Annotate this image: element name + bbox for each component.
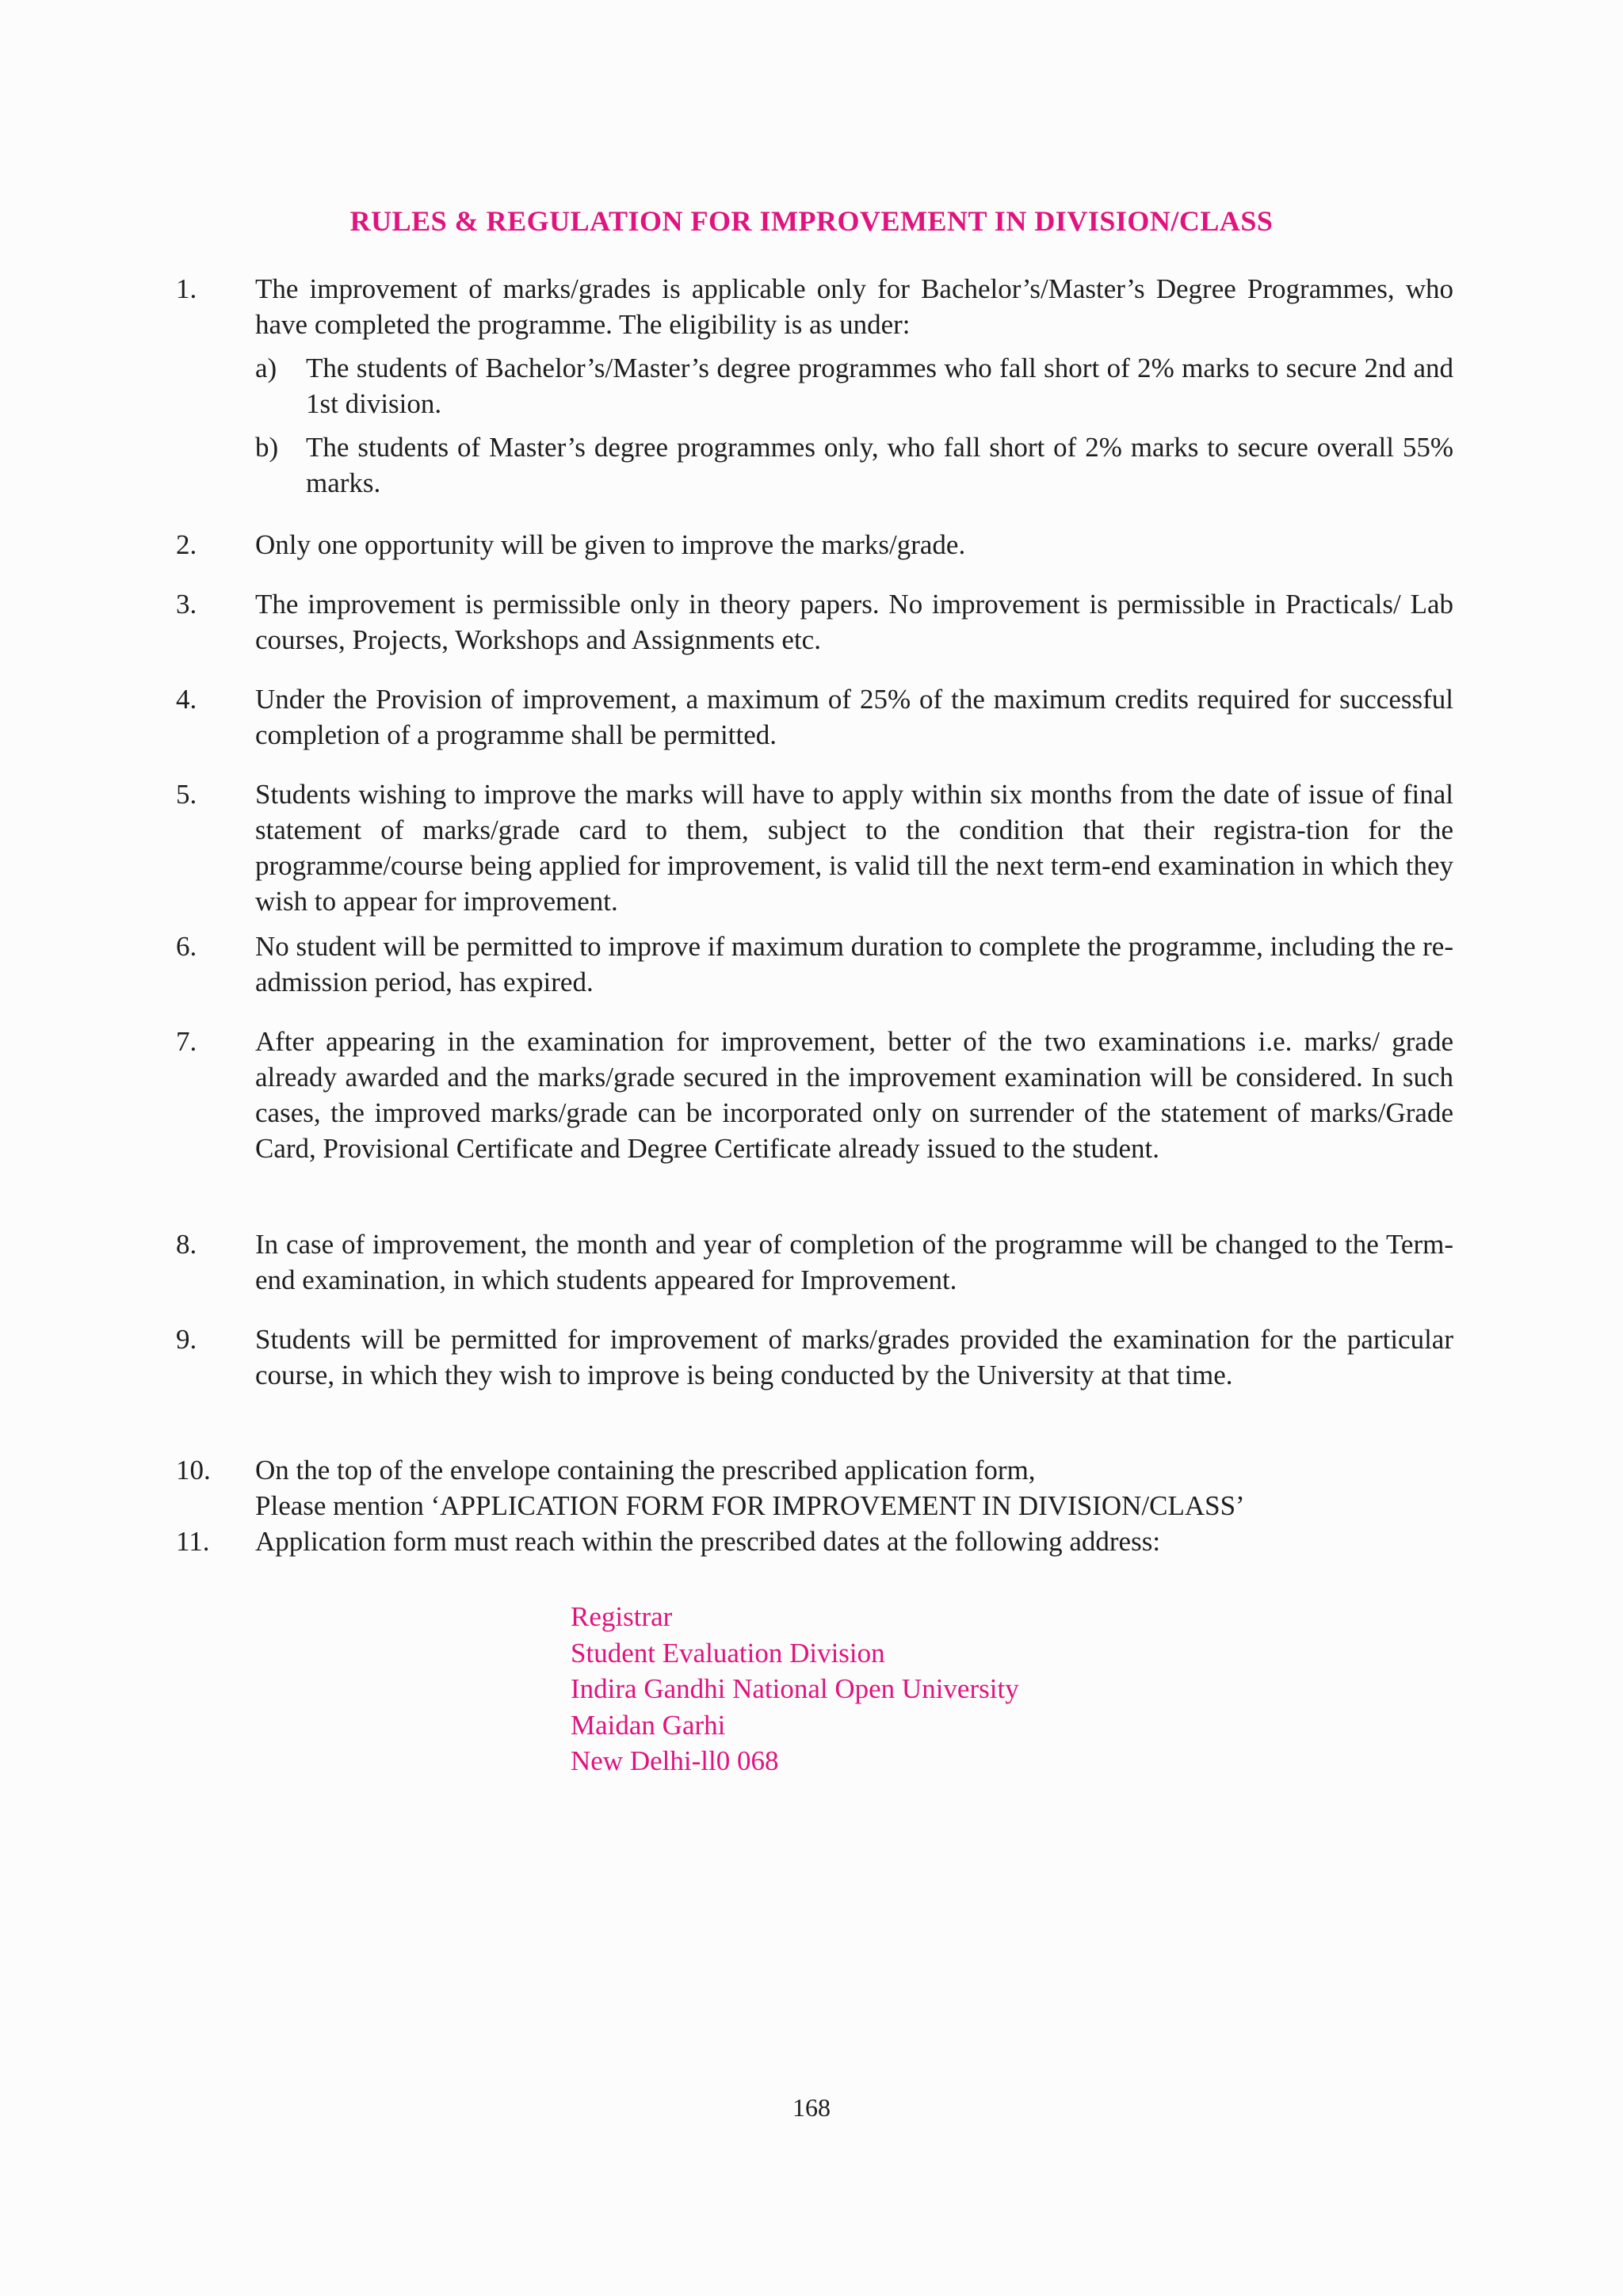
rule-number: 9. (176, 1324, 197, 1355)
address-line: Registrar (571, 1601, 673, 1632)
address-line: Maidan Garhi (571, 1709, 726, 1741)
rule-number: 4. (176, 684, 197, 715)
rule-number: 5. (176, 779, 197, 810)
rule-number: 2. (176, 529, 197, 560)
rule-number: 7. (176, 1026, 197, 1057)
address-line: Student Evaluation Division (571, 1637, 885, 1669)
address-line: Indira Gandhi National Open University (571, 1673, 1019, 1704)
rule-text-line-2: Please mention ‘APPLICATION FORM FOR IMPROVEMENT IN DIVISION/CLASS’ (255, 1490, 1245, 1521)
rule-text: Only one opportunity will be given to improve the marks/grade. (255, 529, 966, 560)
subitem-text: The students of Bachelor’s/Master’s degree programmes who fall short of 2% marks to secure 2nd and 1st division. (306, 353, 1453, 419)
rule-text: Students wishing to improve the marks will have to apply within six months from the date of issue of final statement of marks/grade card to them, subject to the condition that their registra-tion for the programme/course being applied for improvement, is valid till the next term-end examination in which they wish to appear for improvement. (255, 779, 1453, 917)
subitem-label: a) (255, 353, 277, 383)
rule-text-block (255, 1452, 1453, 1524)
subitem-text: The students of Master’s degree programmes only, who fall short of 2% marks to secure overall 55% marks. (306, 432, 1453, 498)
rule-number: 8. (176, 1229, 197, 1260)
rule-text: Students will be permitted for improvement of marks/grades provided the examination for the particular course, in which they wish to improve is being conducted by the University at that time. (255, 1324, 1453, 1390)
mailing-address (571, 1599, 1019, 1779)
rule-number: 6. (176, 931, 197, 962)
rule-text: The improvement is permissible only in theory papers. No improvement is permissible in Practicals/ Lab courses, Projects, Workshops and Assignments etc. (255, 589, 1453, 655)
rule-number: 10. (176, 1455, 211, 1486)
rule-text: On the top of the envelope containing the prescribed application form, (255, 1455, 1036, 1486)
rule-text: No student will be permitted to improve if maximum duration to complete the programme, including the re-admission period, has expired. (255, 931, 1453, 997)
rule-number: 1. (176, 273, 197, 304)
rule-number: 11. (176, 1526, 210, 1557)
rule-text: Application form must reach within the prescribed dates at the following address: (255, 1526, 1161, 1557)
address-line: New Delhi-ll0 068 (571, 1745, 779, 1776)
page-number: 168 (792, 2093, 831, 2122)
rule-text: The improvement of marks/grades is applicable only for Bachelor’s/Master’s Degree Programmes, who have completed the programme. The eligibility is as under: (255, 273, 1453, 340)
page-title: RULES & REGULATION FOR IMPROVEMENT IN DIVISION/CLASS (349, 205, 1274, 237)
rule-text: Under the Provision of improvement, a maximum of 25% of the maximum credits required for successful completion of a programme shall be permitted. (255, 684, 1453, 750)
rule-text: In case of improvement, the month and year of completion of the programme will be changed to the Term-end examination, in which students appeared for Improvement. (255, 1229, 1453, 1295)
rule-number: 3. (176, 589, 197, 620)
subitem-label: b) (255, 432, 279, 463)
rule-text: After appearing in the examination for improvement, better of the two examinations i.e. marks/ grade already awarded and the marks/grade secured in the improvement examination will be considered. In such cases, the improved marks/grade can be incorporated only on surrender of the statement of marks/Grade Card, Provisional Certificate and Degree Certificate already issued to the student. (255, 1026, 1453, 1164)
